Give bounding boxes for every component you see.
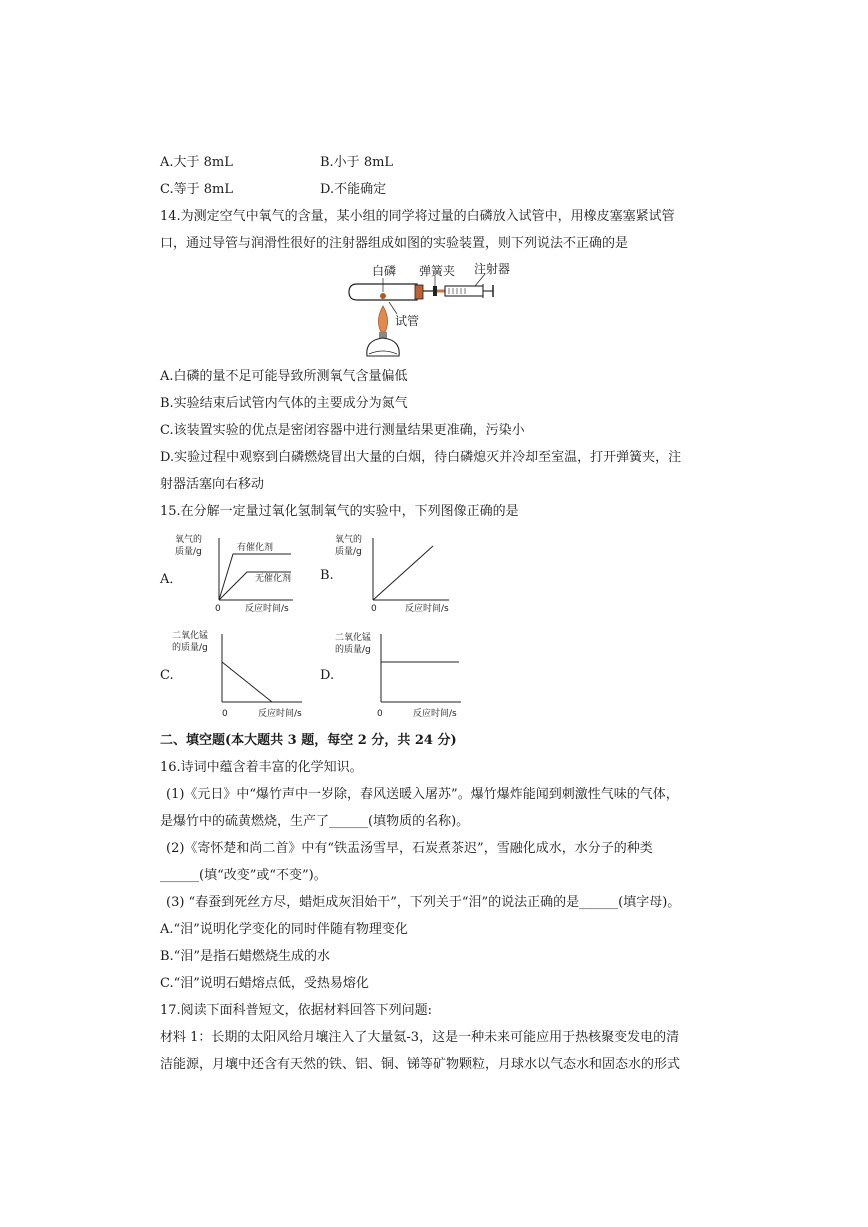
graph-d-letter: D. (320, 668, 335, 683)
q14-option-d-line2: 射器活塞向右移动 (160, 477, 265, 492)
q13-option-d: D.不能确定 (320, 182, 387, 197)
graph-a-ylabel-2: 质量/g (175, 547, 202, 557)
q16-stem: 16.诗词中蕴含着丰富的化学知识。 (160, 760, 363, 775)
q17-material1-line1: 材料 1：长期的太阳风给月壤注入了大量氦-3，这是一种未来可能应用于热核聚变发电的清 (160, 1030, 680, 1045)
graph-b-ylabel-2: 质量/g (335, 547, 362, 557)
graph-c-ylabel-2: 的质量/g (172, 643, 208, 653)
label-bailin: 白磷 (372, 264, 397, 278)
graph-a-xlabel: 反应时间/s (245, 604, 289, 614)
graph-a-letter: A． (160, 572, 183, 587)
graph-b-xlabel: 反应时间/s (405, 604, 449, 614)
graph-b (335, 532, 465, 617)
graph-a-line1-label: 有催化剂 (237, 543, 274, 553)
graph-c-xlabel: 反应时间/s (258, 709, 302, 719)
graph-c-letter: C. (160, 668, 174, 683)
q14-option-c: C.该装置实验的优点是密闭容器中进行测量结果更准确，污染小 (160, 423, 525, 438)
graph-c-ylabel-1: 二氧化锰 (172, 631, 209, 641)
q16-part1-line1: (1)《元日》中“爆竹声中一岁除，春风送暖入屠苏”。爆竹爆炸能闻到刺激性气味的气体， (166, 787, 679, 802)
q16-part3: (3) “春蚕到死丝方尽，蜡炬成灰泪始干”，下列关于“泪”的说法正确的是______(填字母)。 (166, 895, 681, 910)
q14-stem-line1: 14.为测定空气中氧气的含量，某小组的同学将过量的白磷放入试管中，用橡皮塞塞紧试管 (160, 209, 675, 224)
label-tanhuangjia: 弹簧夹 (419, 264, 456, 278)
graph-d-origin: 0 (377, 709, 383, 719)
graph-d-ylabel-1: 二氧化锰 (335, 633, 372, 643)
graph-d-ylabel-2: 的质量/g (335, 645, 371, 655)
section-heading: 二、填空题(本大题共 3 题，每空 2 分，共 24 分) (160, 733, 457, 748)
label-shiguan: 试管 (395, 314, 420, 328)
q14-option-b: B.实验结束后试管内气体的主要成分为氮气 (160, 396, 408, 411)
graph-a (175, 532, 305, 617)
graph-b-origin: 0 (371, 604, 377, 614)
q13-option-b: B.小于 8mL (320, 155, 394, 170)
q16-part2-line1: (2)《寄怀楚和尚二首》中有“铁盂汤雪早，石炭煮茶迟”，雪融化成水，水分子的种类 (166, 841, 653, 856)
q16-part2-line2: ______(填“改变”或“不变”)。 (160, 868, 327, 883)
graph-c-origin: 0 (222, 709, 228, 719)
q17-material1-line2: 洁能源，月壤中还含有天然的铁、铝、铜、锑等矿物颗粒，月球水以气态水和固态水的形式 (160, 1057, 681, 1072)
graph-c (172, 626, 312, 721)
q16-option-c: C.“泪”说明石蜡熔点低，受热易熔化 (160, 976, 369, 991)
graph-b-ylabel-1: 氧气的 (335, 535, 363, 545)
q13-option-c: C.等于 8mL (160, 182, 233, 197)
q16-option-a: A.“泪”说明化学变化的同时伴随有物理变化 (160, 922, 408, 937)
q13-option-a: A.大于 8mL (160, 155, 233, 170)
graph-a-ylabel-1: 氧气的 (175, 535, 203, 545)
q14-stem-line2: 口，通过导管与润滑性很好的注射器组成如图的实验装置，则下列说法不正确的是 (160, 236, 629, 251)
label-zhusheqi: 注射器 (474, 262, 511, 276)
graph-a-line2-label: 无催化剂 (255, 574, 292, 584)
q16-option-b: B.“泪”是指石蜡燃烧生成的水 (160, 949, 330, 964)
q15-stem: 15.在分解一定量过氧化氢制氧气的实验中，下列图像正确的是 (160, 504, 519, 519)
q14-option-a: A.白磷的量不足可能导致所测氧气含量偏低 (160, 369, 408, 384)
q14-option-d-line1: D.实验过程中观察到白磷燃烧冒出大量的白烟，待白磷熄灭并冷却至室温，打开弹簧夹，注 (160, 450, 682, 465)
graph-a-origin: 0 (215, 604, 221, 614)
q17-stem: 17.阅读下面科普短文，依据材料回答下列问题: (160, 1003, 433, 1018)
q16-part1-line2: 是爆竹中的硫黄燃烧，生产了______(填物质的名称)。 (160, 814, 470, 829)
graph-d-xlabel: 反应时间/s (413, 709, 457, 719)
graph-b-letter: B. (320, 568, 334, 583)
graph-d (335, 626, 470, 721)
